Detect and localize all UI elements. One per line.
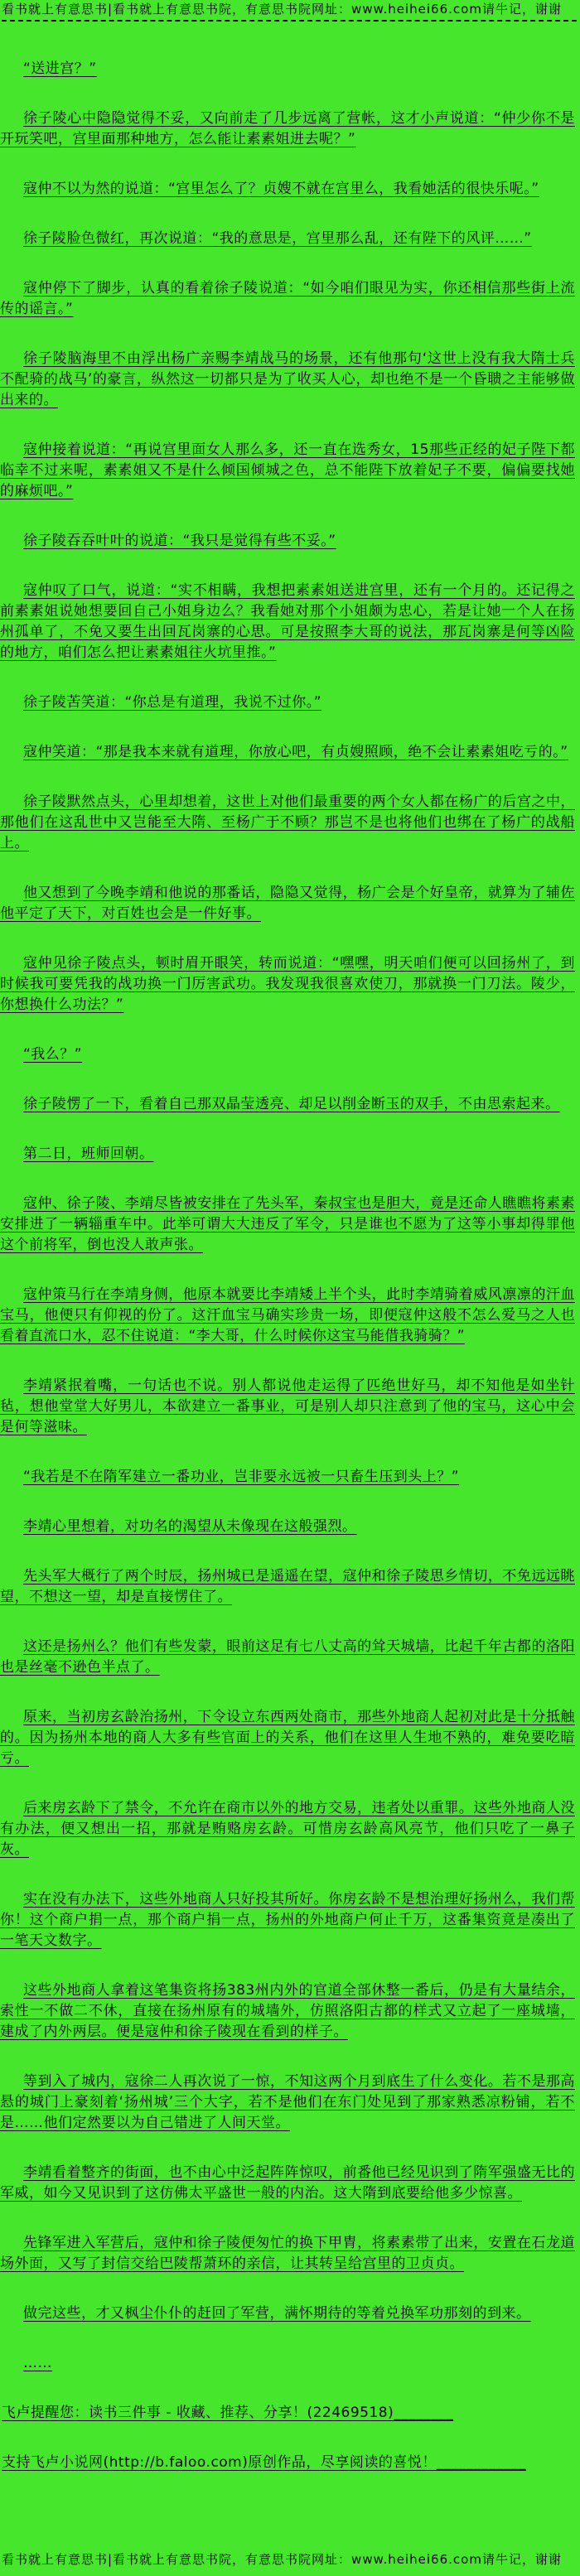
novel-paragraph: 实在没有办法下，这些外地商人只好投其所好。你房玄龄不是想治理好扬州么，我们帮你！这个商户捐一点，那个商户捐一点，扬州的外地商户何止千万，这番集资竟是凑出了一笔天文数字。: [0, 1891, 575, 1949]
novel-paragraph: 徐子陵苦笑道：“你总是有道理，我说不过你。”: [23, 694, 322, 711]
novel-paragraph: 第二日，班师回朝。: [23, 1146, 154, 1162]
site-header: [0, 0, 580, 17]
novel-paragraph: 做完这些，才又枫尘仆仆的赶回了军营，满怀期待的等着兑换军功那刻的到来。: [23, 2305, 531, 2322]
novel-paragraph: 徐子陵吞吞叶叶的说道：“我只是觉得有些不妥。”: [23, 533, 336, 549]
site-footer: [0, 2550, 580, 2576]
novel-paragraph: “送进宫？”: [23, 60, 97, 77]
novel-paragraph: 徐子陵脑海里不由浮出杨广亲赐李靖战马的场景，还有他那句‘这世上没有我大隋士兵不配骑的战马’的豪言，纵然这一切都只是为了收买人心，却也绝不是一个昏聩之主能够做出来的。: [0, 350, 575, 408]
novel-paragraph: “我若是不在隋军建立一番功业，岂非要永远被一只畜生压到头上？”: [23, 1469, 460, 1485]
novel-paragraph: 他又想到了今晚李靖和他说的那番话，隐隐又觉得，杨广会是个好皇帝，就算为了辅佐他平定了天下，对百姓也会是一件好事。: [0, 885, 575, 922]
novel-paragraph: 李靖看着整齐的街面，也不由心中泛起阵阵惊叹，前番他已经见识到了隋军强盛无比的军威，如今又见识到了这仿佛太平盛世一般的内治。这大隋到底要给他多少惊喜。: [0, 2164, 575, 2202]
novel-paragraph: 寇仲、徐子陵、李靖尽皆被安排在了先头军，秦叔宝也是胆大，竟是还命人瞧瞧将素素安排进了一辆辎重车中。此举可谓大大违反了军令，只是谁也不愿为了这等小事却得罪他这个前将军，倒也没人敢声张。: [0, 1195, 575, 1253]
promo-block: [0, 2374, 580, 2473]
novel-paragraph: 寇仲停下了脚步，认真的看着徐子陵说道：“如今咱们眼见为实，你还相信那些街上流传的谣言。”: [0, 280, 575, 317]
novel-paragraph: 寇仲见徐子陵点头，顿时眉开眼笑，转而说道：“嘿嘿，明天咱们便可以回扬州了，到时候我可要凭我的战功换一门厉害武功。我发现我很喜欢使刀，那就换一门刀法。陵少，你想换什么功法？”: [0, 955, 575, 1013]
novel-paragraph: 这些外地商人拿着这笔集资将扬383州内外的官道全部休整一番后，仍是有大量结余，索性一不做二不休，直接在扬州原有的城墙外，仿照洛阳古都的样式又立起了一座城墙，建成了内外两层。便是寇仲和徐子陵现在看到的样子。: [0, 1982, 575, 2040]
faloo-support-line: 支持飞卢小说网(http://b.faloo.com)原创作品，尽享阅读的喜悦！____________: [2, 2454, 526, 2471]
novel-paragraph: 李靖紧抿着嘴，一句话也不说。别人都说他走运得了匹绝世好马，却不知他是如坐针毡，想他堂堂大好男儿，本欲建立一番事业，可是别人却只注意到了他的宝马，这心中会是何等滋味。: [0, 1377, 575, 1435]
novel-paragraph: 先头军大概行了两个时辰，扬州城已是遥遥在望，寇仲和徐子陵思乡情切，不免远远眺望，不想这一望，却是直接愣住了。: [0, 1568, 575, 1605]
novel-paragraph: 徐子陵心中隐隐觉得不妥，又向前走了几步远离了营帐，这才小声说道：“仲少你不是开玩笑吧，宫里面那种地方，怎么能让素素姐进去呢？”: [0, 110, 575, 147]
novel-paragraph: 后来房玄龄下了禁令，不允许在商市以外的地方交易，违者处以重罪。这些外地商人没有办法，便又想出一招，那就是贿赂房玄龄。可惜房玄龄高风亮节，他们只吃了一鼻子灰。: [0, 1800, 575, 1858]
novel-paragraph: 原来，当初房玄龄治扬州，下令设立东西两处商市，那些外地商人起初对此是十分抵触的。因为扬州本地的商人大多有些官面上的关系，他们在这里人生地不熟的，难免要吃暗亏。: [0, 1709, 575, 1767]
novel-paragraph: “我么？”: [23, 1046, 83, 1063]
novel-paragraph: 寇仲策马行在李靖身侧，他原本就要比李靖矮上半个头，此时李靖骑着威风凛凛的汗血宝马，他便只有仰视的份了。这汗血宝马确实珍贵一场，即便寇仲这般不怎么爱马之人也看着直流口水，忍不住说道：“李大哥，什么时候你这宝马能借我骑骑？”: [0, 1286, 575, 1344]
novel-paragraph: 徐子陵脸色微红，再次说道：“我的意思是，宫里那么乱，还有陛下的风评……”: [23, 230, 532, 247]
site-header-text: 看书就上有意思书|看书就上有意思书院，有意思书院网址：www.heihei66.com请牛记，谢谢: [2, 2, 562, 17]
novel-paragraph: 徐子陵默然点头，心里却想着，这世上对他们最重要的两个女人都在杨广的后宫之中，那他们在这乱世中又岂能至大隋、至杨广于不顾？那岂不是也将他们也绑在了杨广的战船上。: [0, 794, 575, 851]
novel-paragraph: 寇仲不以为然的说道：“宫里怎么了？贞嫂不就在宫里么，我看她活的很快乐呢。”: [23, 181, 539, 197]
site-footer-text: 看书就上有意思书|看书就上有意思书院，有意思书院网址：www.heihei66.com请牛记，谢谢: [2, 2552, 562, 2567]
novel-paragraph: 寇仲叹了口气，说道：“实不相瞒，我想把素素姐送进宫里，还有一个月的。还记得之前素素姐说她想要回自己小姐身边么？我看她对那个小姐颇为忠心，若是让她一个人在扬州孤单了，不免又要生出回瓦岗寨的心思。可是按照李大哥的说法，那瓦岗寨是何等凶险的地方，咱们怎么把让素素姐往火坑里推。”: [0, 582, 575, 661]
novel-paragraph: 寇仲笑道：“那是我本来就有道理，你放心吧，有贞嫂照顾，绝不会让素素姐吃亏的。”: [23, 744, 568, 760]
novel-paragraph: 先锋军进入军营后，寇仲和徐子陵便匆忙的换下甲胄，将素素带了出来，安置在石龙道场外面，又写了封信交给巴陵帮萧环的亲信，让其转呈给宫里的卫贞贞。: [0, 2235, 575, 2272]
novel-text: [0, 22, 580, 2374]
novel-paragraph: ……: [23, 2355, 52, 2371]
novel-paragraph: 寇仲接着说道：“再说宫里面女人那么多，还一直在选秀女，15那些正经的妃子陛下都临幸不过来呢，素素姐又不是什么倾国倾城之色，总不能陛下放着妃子不要，偏偏要找她的麻烦吧。”: [0, 441, 575, 499]
novel-paragraph: 李靖心里想着，对功名的渴望从未像现在这般强烈。: [23, 1518, 357, 1535]
novel-paragraph: 徐子陵愣了一下，看着自己那双晶莹透亮、却足以削金断玉的双手，不由思索起来。: [23, 1096, 560, 1112]
novel-paragraph: 等到入了城内，寇徐二人再次说了一惊，不知这两个月到底生了什么变化。若不是那高悬的城门上豪刻着‘扬州城’三个大字，若不是他们在东门处见到了那家熟悉凉粉铺，若不是……他们定然要以为自己错进了人间天堂。: [0, 2073, 575, 2131]
feilu-reading-reminder: 飞卢提醒您：读书三件事 - 收藏、推荐、分享！(22469518)________: [2, 2405, 454, 2421]
novel-paragraph: 这还是扬州么？他们有些发蒙，眼前这足有七八丈高的耸天城墙，比起千年古都的洛阳也是丝毫不逊色半点了。: [0, 1638, 575, 1676]
